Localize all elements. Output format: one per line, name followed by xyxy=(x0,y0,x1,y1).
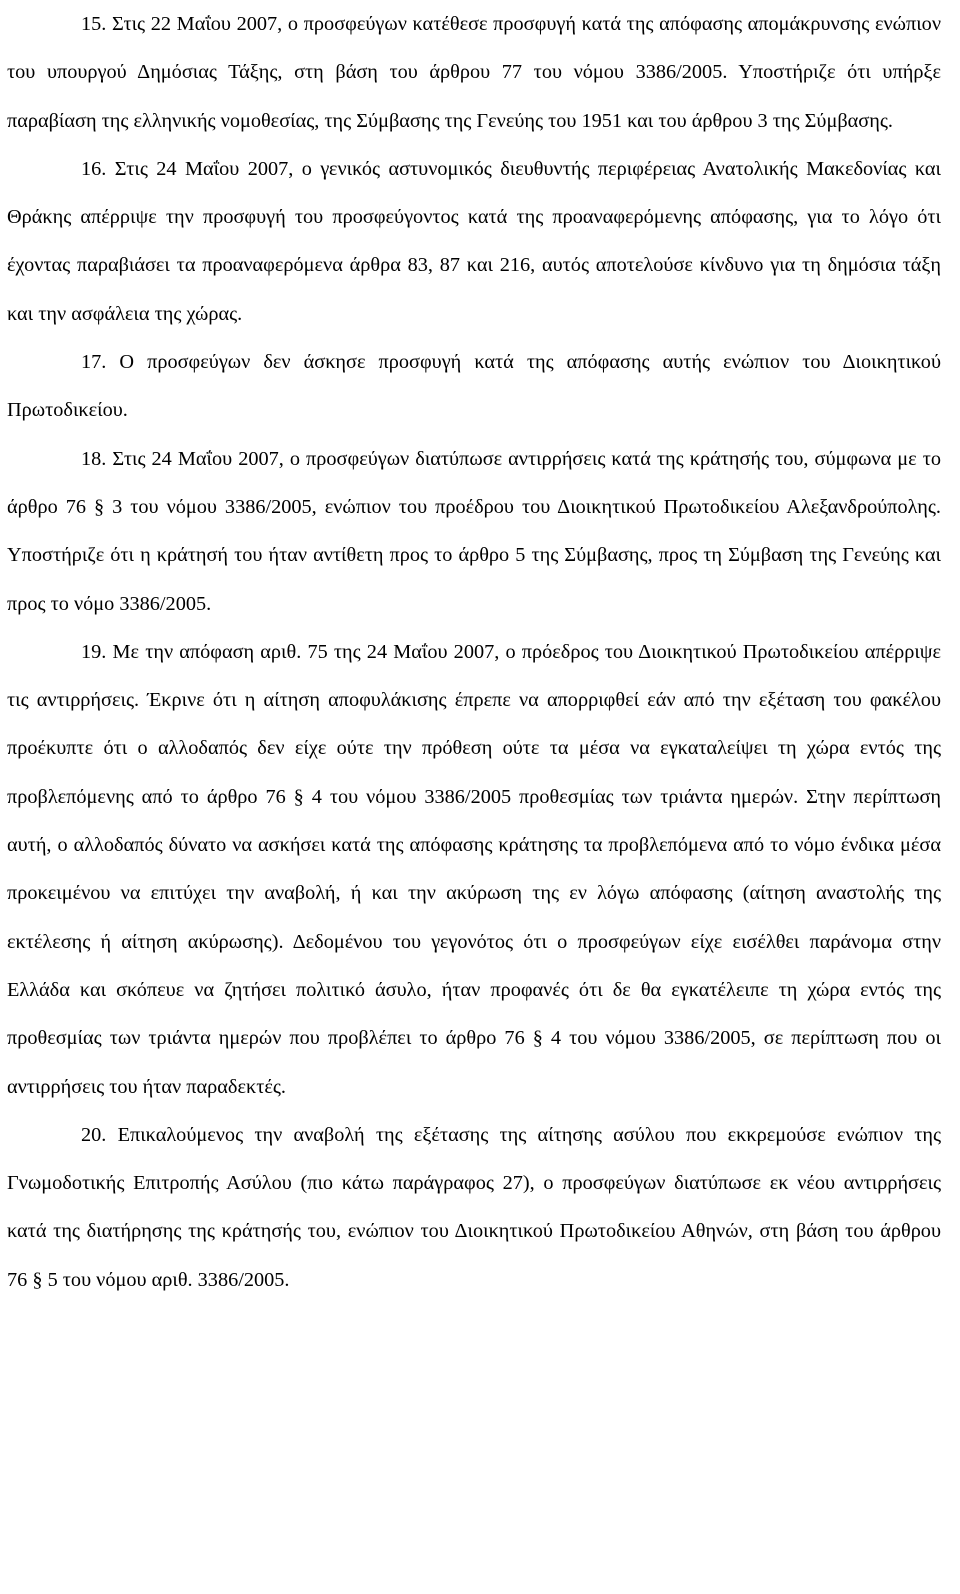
paragraph-text: Επικαλούμενος την αναβολή της εξέτασης της αίτησης ασύλου που εκκρεμούσε ενώπιον της Γνωμοδοτικής Επιτροπής Ασύλου (πιο κάτω παράγραφος 27), ο προσφεύγων διατύπωσε εκ νέου αντιρρήσεις κατά της διατήρησης της κράτησής του, ενώπιον του Διοικητικού Πρωτοδικείου Αθηνών, στη βάση του άρθρου 76 § 5 του νόμου αριθ. 3386/2005. xyxy=(7,1123,941,1291)
paragraph-18 xyxy=(7,435,941,628)
paragraph-text: Στις 22 Μαΐου 2007, ο προσφεύγων κατέθεσε προσφυγή κατά της απόφασης απομάκρυνσης ενώπιον του υπουργού Δημόσιας Τάξης, στη βάση του άρθρου 77 του νόμου 3386/2005. Υποστήριζε ότι υπήρξε παραβίαση της ελληνικής νομοθεσίας, της Σύμβασης της Γενεύης του 1951 και του άρθρου 3 της Σύμβασης. xyxy=(7,13,941,132)
paragraph-16 xyxy=(7,145,941,338)
paragraph-number: 15. xyxy=(81,13,107,35)
paragraph-number: 17. xyxy=(81,351,107,374)
paragraph-number: 18. xyxy=(81,447,107,470)
paragraph-text: Στις 24 Μαΐου 2007, ο προσφεύγων διατύπωσε αντιρρήσεις κατά της κράτησής του, σύμφωνα με το άρθρο 76 § 3 του νόμου 3386/2005, ενώπιον του προέδρου του Διοικητικού Πρωτοδικείου Αλεξανδρούπολης. Υποστήριζε ότι η κράτησή του ήταν αντίθετη προς το άρθρο 5 της Σύμβασης, προς τη Σύμβαση της Γενεύης και προς το νόμο 3386/2005. xyxy=(7,447,941,615)
paragraph-text: Με την απόφαση αριθ. 75 της 24 Μαΐου 2007, ο πρόεδρος του Διοικητικού Πρωτοδικείου απέρριψε τις αντιρρήσεις. Έκρινε ότι η αίτηση αποφυλάκισης έπρεπε να απορριφθεί εάν από την εξέταση του φακέλου προέκυπτε ότι ο αλλοδαπός δεν είχε ούτε την πρόθεση ούτε τα μέσα να εγκαταλείψει τη χώρα εντός της προβλεπόμενης από το άρθρο 76 § 4 του νόμου 3386/2005 προθεσμίας των τριάντα ημερών. Στην περίπτωση αυτή, ο αλλοδαπός δύνατο να ασκήσει κατά της απόφασης κράτησης τα προβλεπόμενα από το νόμο ένδικα μέσα προκειμένου να επιτύχει την αναβολή, ή και την ακύρωση της εν λόγω απόφασης (αίτηση αναστολής της εκτέλεσης ή αίτηση ακύρωσης). Δεδομένου του γεγονότος ότι ο προσφεύγων είχε εισέλθει παράνομα στην Ελλάδα και σκόπευε να ζητήσει πολιτικό άσυλο, ήταν προφανές ότι δε θα εγκατέλειπε τη χώρα εντός της προθεσμίας των τριάντα ημερών που προβλέπει το άρθρο 76 § 4 του νόμου 3386/2005, σε περίπτωση που οι αντιρρήσεις του ήταν παραδεκτές. xyxy=(7,640,941,1098)
paragraph-number: 20. xyxy=(81,1123,107,1146)
paragraph-20 xyxy=(7,1111,941,1304)
paragraph-number: 16. xyxy=(81,157,107,180)
paragraph-number: 19. xyxy=(81,640,107,663)
document-page xyxy=(7,0,941,1304)
paragraph-15 xyxy=(7,0,941,145)
paragraph-19 xyxy=(7,628,941,1111)
paragraph-text: Στις 24 Μαΐου 2007, ο γενικός αστυνομικός διευθυντής περιφέρειας Ανατολικής Μακεδονίας και Θράκης απέρριψε την προσφυγή του προσφεύγοντος κατά της προαναφερόμενης απόφασης, για το λόγο ότι έχοντας παραβιάσει τα προαναφερόμενα άρθρα 83, 87 και 216, αυτός αποτελούσε κίνδυνο για τη δημόσια τάξη και την ασφάλεια της χώρας. xyxy=(7,157,941,325)
paragraph-17 xyxy=(7,338,941,435)
paragraph-text: Ο προσφεύγων δεν άσκησε προσφυγή κατά της απόφασης αυτής ενώπιον του Διοικητικού Πρωτοδικείου. xyxy=(7,351,941,422)
